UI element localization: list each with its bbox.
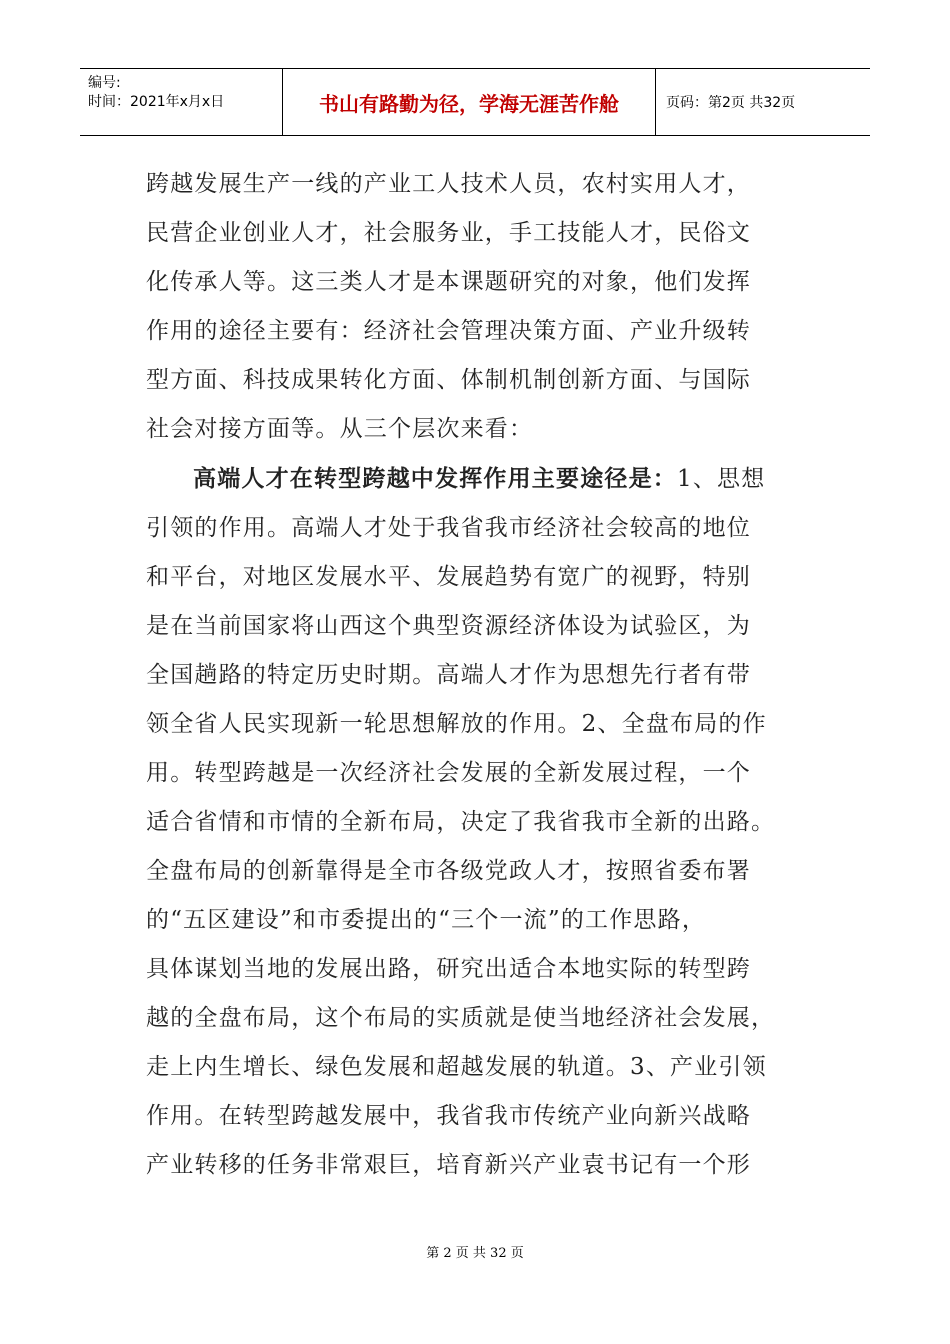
text-line: 越的全盘布局，这个布局的实质就是使当地经济社会发展， xyxy=(146,1005,776,1031)
text-line: 作用。在转型跨越发展中，我省我市传统产业向新兴战略 xyxy=(146,1103,751,1129)
text-line: 和平台，对地区发展水平、发展趋势有宽广的视野，特别 xyxy=(146,564,751,590)
text-line: 化传承人等。这三类人才是本课题研究的对象，他们发挥 xyxy=(146,269,751,295)
text-line: 适合省情和市情的全新布局，决定了我省我市全新的出路。 xyxy=(146,809,776,835)
document-code-label: 编号: xyxy=(88,75,121,91)
header-meta xyxy=(80,69,283,135)
text-line: 具体谋划当地的发展出路，研究出适合本地实际的转型跨 xyxy=(146,956,751,982)
page-header xyxy=(80,68,870,136)
text-line: 领全省人民实现新一轮思想解放的作用。2、全盘布局的作 xyxy=(146,711,767,737)
page-footer: 第 2 页 共 32 页 xyxy=(426,1246,524,1261)
header-motto: 书山有路勤为径，学海无涯苦作舱 xyxy=(283,69,656,135)
text-line: 走上内生增长、绿色发展和超越发展的轨道。3、产业引领 xyxy=(146,1054,767,1080)
text-line: 作用的途径主要有：经济社会管理决策方面、产业升级转 xyxy=(146,318,751,344)
text-line: 全盘布局的创新靠得是全市各级党政人才，按照省委布署 xyxy=(146,858,751,884)
text-line: 社会对接方面等。从三个层次来看： xyxy=(146,416,534,442)
text-line: 的“五区建设”和市委提出的“三个一流”的工作思路， xyxy=(146,907,707,933)
text-line: 用。转型跨越是一次经济社会发展的全新发展过程，一个 xyxy=(146,760,751,786)
text-line: 是在当前国家将山西这个典型资源经济体设为试验区，为 xyxy=(146,613,751,639)
text-line: 1、思想 xyxy=(677,466,766,492)
document-body xyxy=(146,160,806,1190)
header-page-label: 页码：第2页 共32页 xyxy=(666,95,796,111)
text-line: 民营企业创业人才，社会服务业，手工技能人才，民俗文 xyxy=(146,220,751,246)
document-time-label: 时间：2021年x月x日 xyxy=(88,94,225,110)
text-line: 型方面、科技成果转化方面、体制机制创新方面、与国际 xyxy=(146,367,751,393)
text-line: 跨越发展生产一线的产业工人技术人员，农村实用人才， xyxy=(146,171,751,197)
text-line: 引领的作用。高端人才处于我省我市经济社会较高的地位 xyxy=(146,515,751,541)
paragraph-2-bold-lead: 高端人才在转型跨越中发挥作用主要途径是： xyxy=(193,465,677,492)
paragraph-2 xyxy=(146,454,806,1190)
text-line: 产业转移的任务非常艰巨，培育新兴产业袁书记有一个形 xyxy=(146,1152,751,1178)
paragraph-1 xyxy=(146,160,806,454)
text-line: 全国趟路的特定历史时期。高端人才作为思想先行者有带 xyxy=(146,662,751,688)
